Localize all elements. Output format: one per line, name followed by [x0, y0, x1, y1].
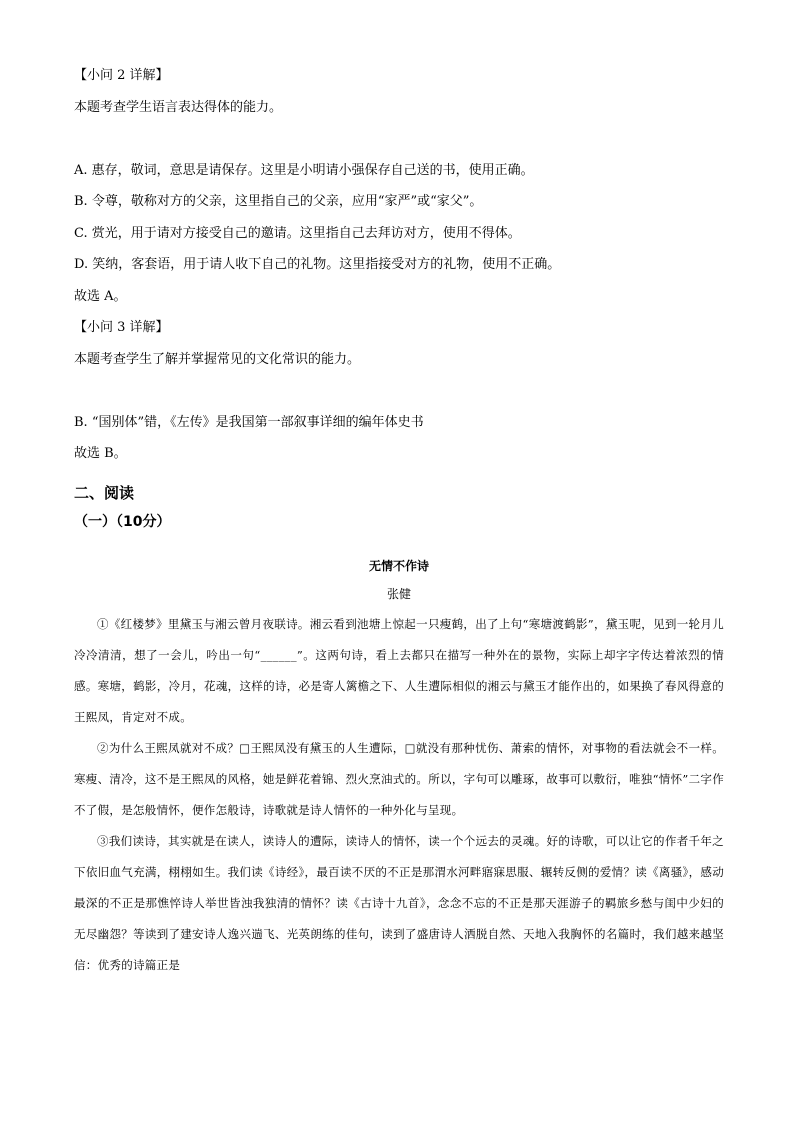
explanation-heading-q2: 【小问 2 详解】	[74, 68, 169, 83]
explanation-text: 本题考查学生了解并掌握常见的文化常识的能力。	[74, 351, 361, 367]
article-title: 无情不作诗	[368, 558, 429, 573]
option-d-explanation: D. 笑纳，客套语，用于请人收下自己的礼物。这里指接受对方的礼物，使用不正确。	[74, 257, 561, 272]
blank-line	[74, 375, 724, 407]
option-c-explanation: C. 赏光，用于请对方接受自己的邀请。这里指自己去拜访对方，使用不得体。	[74, 225, 521, 241]
option-b-explanation: B. “国别体”错，《左传》是我国第一部叙事详细的编年体史书	[74, 414, 424, 430]
explanation-text: 本题考查学生语言表达得体的能力。	[74, 99, 283, 115]
answer-line: 故选 A。	[74, 288, 127, 304]
answer-line: 故选 B。	[74, 446, 127, 461]
explanation-heading-q3: 【小问 3 详解】	[74, 320, 169, 335]
section-heading: 二、阅读	[74, 483, 135, 502]
option-a-explanation: A. 惠存，敬词，意思是请保存。这里是小明请小强保存自己送的书，使用正确。	[74, 162, 534, 178]
article-paragraph: ①《红楼梦》里黛玉与湘云曾月夜联诗。湘云看到池塘上惊起一只瘦鹤，出了上句“寒塘渡鹤影”，黛玉呢，见到一轮月儿冷冷清清，想了一会儿，吟出一句“______”。这两句诗，看上去都只在描写一种外在的景物，实际上却字字传达着浓烈的情感。寒塘，鹤影，冷月，花魂，这样的诗，必是寄人篱檐之下、人生遭际相似的湘云与黛玉才能作出的，如果换了春风得意的王熙凤，肯定对不成。	[74, 616, 724, 724]
section-subheading: （一）（10分）	[74, 513, 171, 530]
article-paragraph: ②为什么王熙凤就对不成？□王熙凤没有黛玉的人生遭际，□就没有那种忧伤、萧索的情怀，对事物的看法就会不一样。寒瘦、清冷，这不是王熙凤的风格，她是鲜花着锦、烈火烹油式的。所以，字句可以雕琢，故事可以敷衍，唯独“情怀”二字作不了假，是怎般情怀，便作怎般诗，诗歌就是诗人情怀的一种外化与呈现。	[74, 740, 724, 817]
article-author: 张健	[386, 586, 411, 601]
article-paragraph: ③我们读诗，其实就是在读人，读诗人的遭际，读诗人的情怀，读一个个远去的灵魂。好的诗歌，可以让它的作者千年之下依旧血气充满，栩栩如生。我们读《诗经》，最百读不厌的不正是那渭水河畔寤寐思服、辗转反侧的爱情？读《离骚》，感动最深的不正是那憔悴诗人举世皆浊我独清的情怀？读《古诗十九首》，念念不忘的不正是那天涯游子的羁旅乡愁与闺中少妇的无尽幽怨？等读到了建安诗人逸兴遄飞、光英朗练的佳句，读到了盛唐诗人洒脱自然、天地入我胸怀的名篇时，我们越来越坚信：优秀的诗篇正是	[74, 833, 724, 972]
option-b-explanation: B. 令尊，敬称对方的父亲，这里指自己的父亲，应用“家严”或“家父”。	[74, 194, 483, 209]
page	[74, 60, 724, 981]
blank-line	[74, 123, 724, 155]
